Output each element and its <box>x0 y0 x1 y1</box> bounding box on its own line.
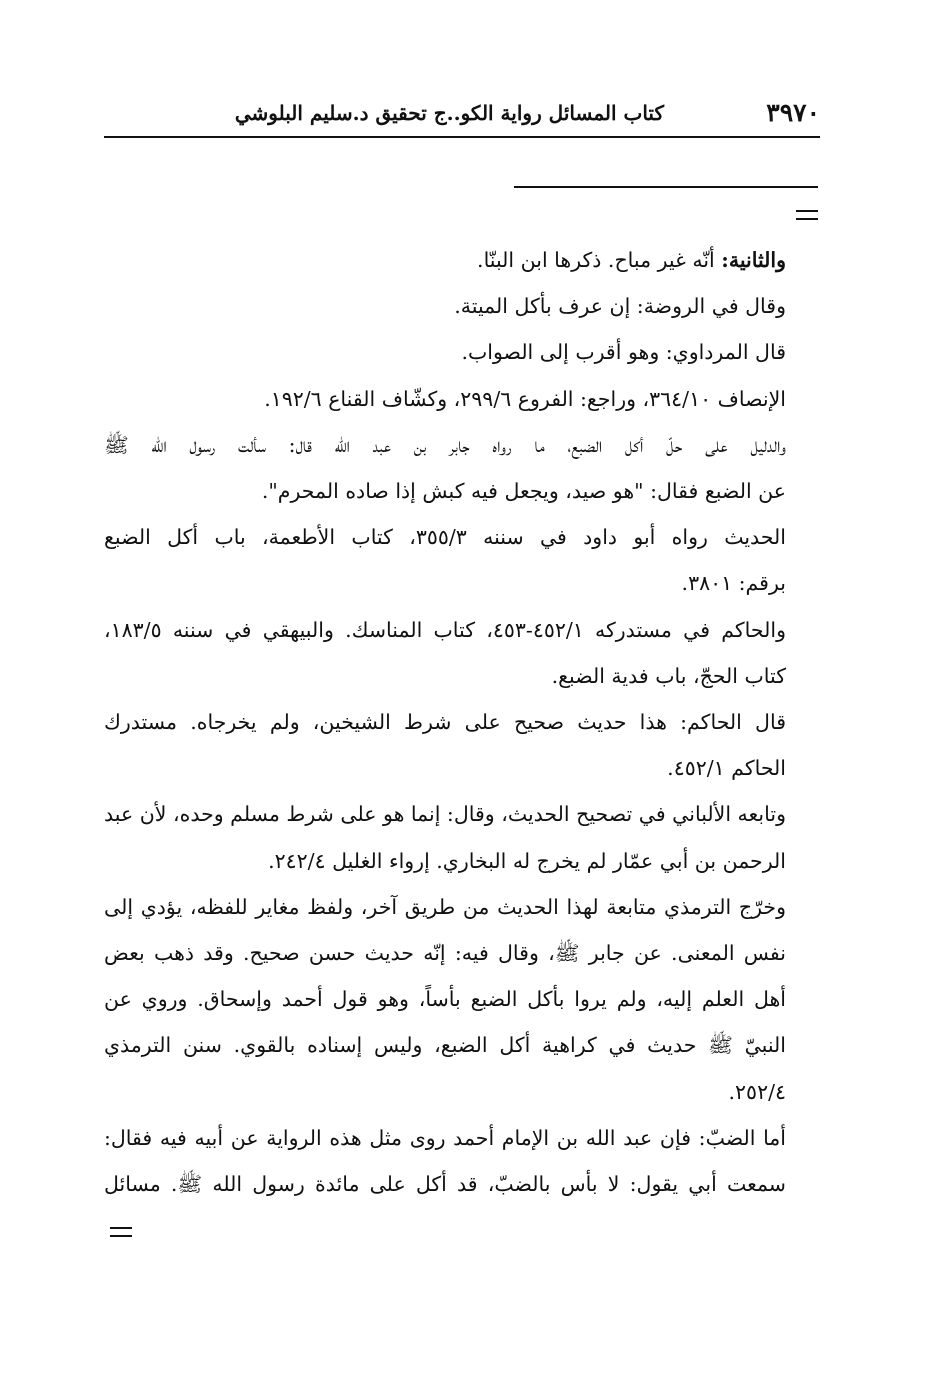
text-line <box>104 845 786 877</box>
page-header <box>104 96 820 130</box>
text-line <box>104 1122 786 1154</box>
text-line <box>104 660 786 692</box>
line-text: عن الضبع فقال: "هو صيد، ويجعل فيه كبش إذا صاده المحرم". <box>261 479 786 503</box>
text-line <box>104 336 786 368</box>
continuation-marker-top <box>796 210 818 220</box>
continuation-marker-bottom <box>110 1227 132 1237</box>
text-line <box>104 983 786 1015</box>
running-title: كتاب المسائل رواية الكو..ج تحقيق د.سليم البلوشي <box>234 101 664 125</box>
line-text: أنّه غير مباح. ذكرها ابن البنّا. <box>477 248 722 272</box>
bold-lead: والثانية: <box>721 248 786 272</box>
text-line <box>104 1168 786 1200</box>
page-number: ٣٩٧٠ <box>766 98 820 127</box>
line-text: الرحمن بن أبي عمّار لم يخرج له البخاري. إرواء الغليل ٢٤٢/٤. <box>268 848 786 873</box>
text-line <box>104 244 786 276</box>
text-line <box>104 614 786 646</box>
line-text: سمعت أبي يقول: لا بأس بالضبّ، قد أكل على مائدة رسول الله ﷺ. مسائل <box>104 1172 786 1196</box>
line-text: النبيّ ﷺ حديث في كراهية أكل الضبع، وليس إسناده بالقوي. سنن الترمذي <box>104 1033 786 1058</box>
text-line <box>104 383 786 415</box>
text-line <box>104 937 786 969</box>
line-text: الحاكم ٤٥٢/١. <box>667 756 786 781</box>
line-text: برقم: ٣٨٠١. <box>681 571 786 596</box>
text-line <box>104 475 786 507</box>
text-line <box>104 706 786 738</box>
line-text: قال المرداوي: وهو أقرب إلى الصواب. <box>461 340 786 365</box>
text-line <box>104 891 786 923</box>
header-rule <box>104 136 820 138</box>
text-line <box>104 429 786 461</box>
line-text: وخرّج الترمذي متابعة لهذا الحديث من طريق آخر، ولفظ مغاير للفظه، يؤدي إلى <box>104 894 786 919</box>
line-text: الإنصاف ٣٦٤/١٠، وراجع: الفروع ٢٩٩/٦، وكشّاف القناع ١٩٢/٦. <box>264 386 786 411</box>
line-text: ٢٥٢/٤. <box>728 1079 786 1104</box>
text-line <box>104 752 786 784</box>
line-text: أما الضبّ: فإن عبد الله بن الإمام أحمد روى مثل هذه الرواية عن أبيه فيه فقال: <box>104 1125 786 1150</box>
text-line <box>104 1076 786 1108</box>
line-text: وقال في الروضة: إن عرف بأكل الميتة. <box>454 294 786 319</box>
line-text: والحاكم في مستدركه ٤٥٢/١-٤٥٣، كتاب المناسك. والبيهقي في سننه ١٨٣/٥، <box>104 617 786 642</box>
text-line <box>104 798 786 830</box>
line-text: والدليل على حلّ أكل الضبع، ما رواه جابر بن عبد الله قال: سألت رسول الله ﷺ <box>104 432 786 457</box>
footnote-separator <box>514 186 818 188</box>
line-text: نفس المعنى. عن جابر ﷺ، وقال فيه: إنّه حديث حسن صحيح. وقد ذهب بعض <box>104 941 786 965</box>
text-line <box>104 567 786 599</box>
line-text: أهل العلم إليه، ولم يروا بأكل الضبع بأساً، وهو قول أحمد وإسحاق. وروي عن <box>104 987 786 1012</box>
text-line <box>104 290 786 322</box>
text-line <box>104 521 786 553</box>
line-text: كتاب الحجّ، باب فدية الضبع. <box>551 663 786 688</box>
line-text: الحديث رواه أبو داود في سننه ٣٥٥/٣، كتاب الأطعمة، باب أكل الضبع <box>104 525 786 550</box>
text-line <box>104 1029 786 1061</box>
line-text: قال الحاكم: هذا حديث صحيح على شرط الشيخين، ولم يخرجاه. مستدرك <box>104 710 786 734</box>
line-text: وتابعه الألباني في تصحيح الحديث، وقال: إنما هو على شرط مسلم وحده، لأن عبد <box>104 802 786 827</box>
